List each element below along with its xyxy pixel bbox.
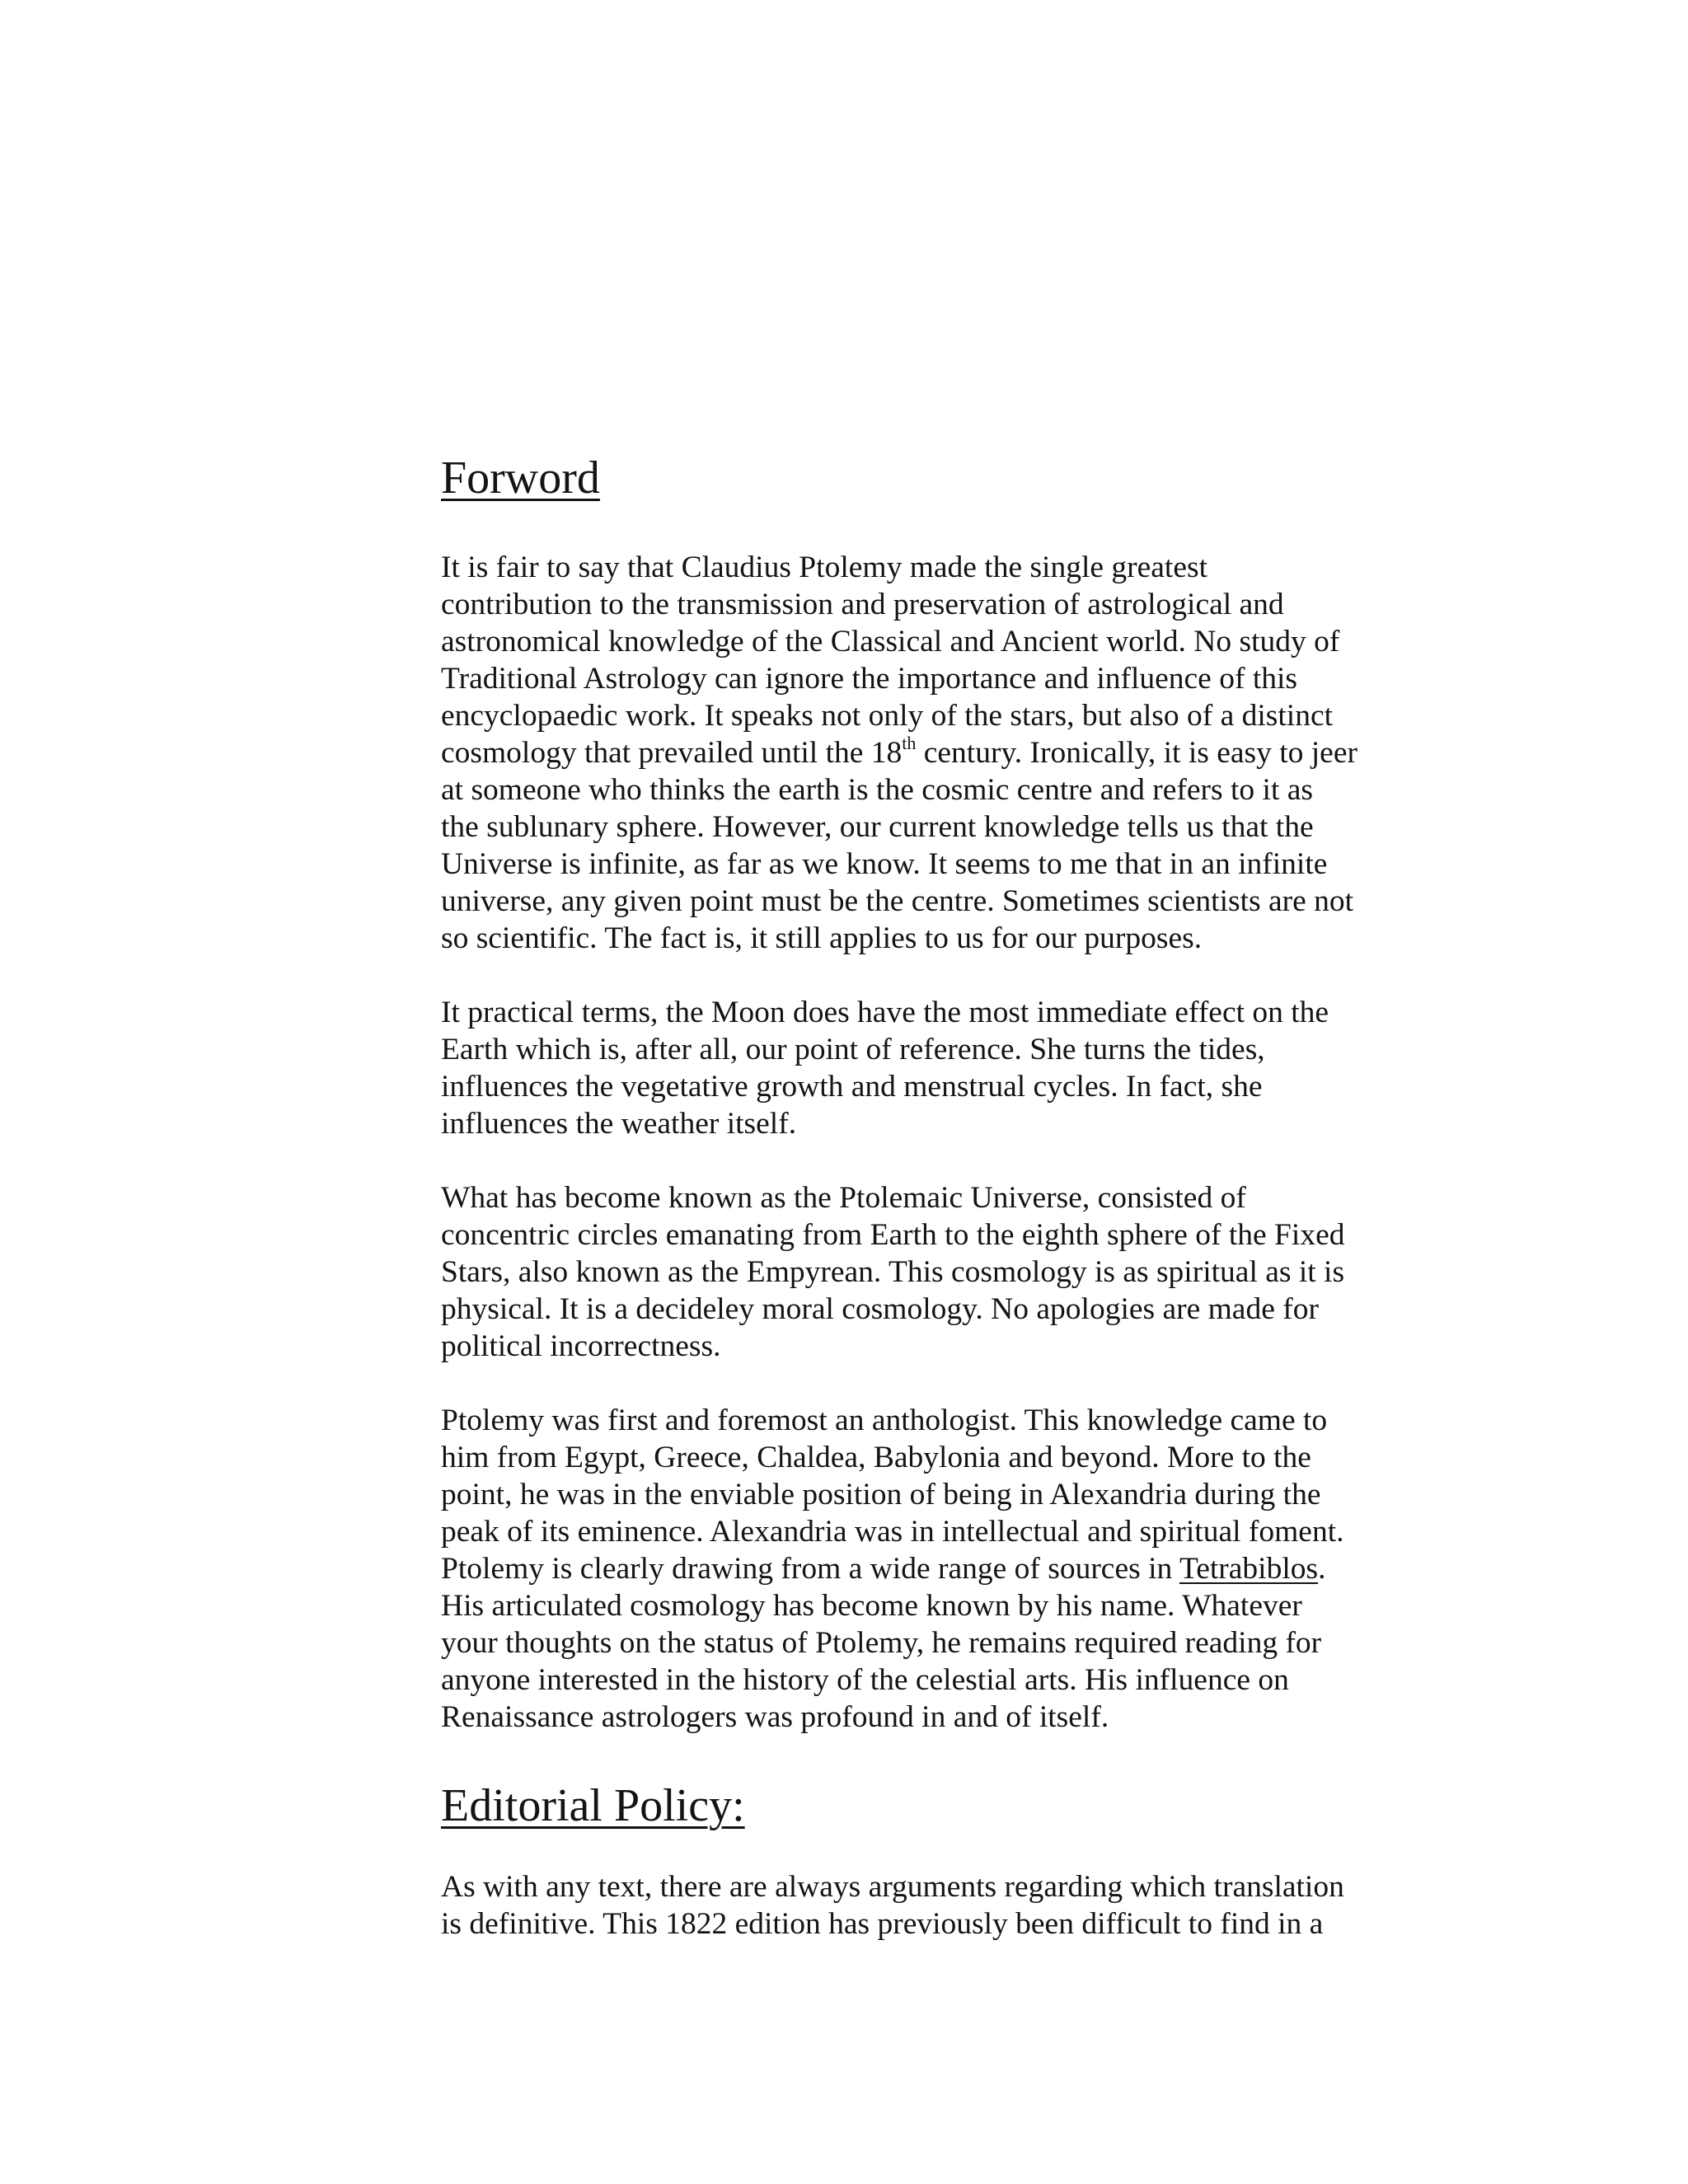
text-line: so scientific. The fact is, it still applies to us for our purposes. bbox=[441, 921, 1203, 955]
text-line: physical. It is a decideley moral cosmology. No apologies are made for bbox=[441, 1292, 1319, 1326]
text-line: As with any text, there are always arguments regarding which translation bbox=[441, 1870, 1344, 1904]
text-line-with-title bbox=[441, 1550, 1430, 1587]
text-line: at someone who thinks the earth is the cosmic centre and refers to it as bbox=[441, 773, 1314, 807]
paragraph-ptolemy-anthologist bbox=[441, 1402, 1430, 1736]
text-line: encyclopaedic work. It speaks not only of the stars, but also of a distinct bbox=[441, 699, 1334, 733]
text-line: Earth which is, after all, our point of reference. She turns the tides, bbox=[441, 1033, 1265, 1066]
text-line: concentric circles emanating from Earth to the eighth sphere of the Fixed bbox=[441, 1218, 1345, 1252]
text-line-with-superscript bbox=[441, 734, 1430, 771]
text-line: Traditional Astrology can ignore the importance and influence of this bbox=[441, 662, 1297, 696]
text-line: It practical terms, the Moon does have the most immediate effect on the bbox=[441, 996, 1329, 1029]
page-content bbox=[441, 445, 1430, 1980]
paragraph-moon-effect bbox=[441, 994, 1430, 1142]
book-title-tetrabiblos: Tetrabiblos bbox=[1179, 1552, 1319, 1586]
text-line: universe, any given point must be the centre. Sometimes scientists are not bbox=[441, 884, 1354, 918]
forword-heading: Forword bbox=[441, 452, 600, 504]
paragraph-ptolemy-contribution bbox=[441, 549, 1430, 957]
text-line: political incorrectness. bbox=[441, 1329, 721, 1363]
text-line: astronomical knowledge of the Classical and Ancient world. No study of bbox=[441, 625, 1340, 658]
text-line: peak of its eminence. Alexandria was in intellectual and spiritual foment. bbox=[441, 1515, 1344, 1549]
paragraph-ptolemaic-universe bbox=[441, 1179, 1430, 1365]
ordinal-superscript: th bbox=[902, 733, 917, 753]
text-line: Ptolemy was first and foremost an anthologist. This knowledge came to bbox=[441, 1404, 1328, 1437]
editorial-policy-heading: Editorial Policy: bbox=[441, 1780, 745, 1831]
text-line: contribution to the transmission and preservation of astrological and bbox=[441, 588, 1284, 621]
text-line: What has become known as the Ptolemaic Universe, consisted of bbox=[441, 1181, 1246, 1215]
text-line: influences the vegetative growth and menstrual cycles. In fact, she bbox=[441, 1070, 1263, 1104]
text-line: him from Egypt, Greece, Chaldea, Babylonia and beyond. More to the bbox=[441, 1441, 1311, 1474]
text-fragment: Ptolemy is clearly drawing from a wide range of sources in bbox=[441, 1552, 1179, 1586]
text-fragment: century. Ironically, it is easy to jeer bbox=[916, 736, 1357, 770]
text-fragment: . bbox=[1318, 1552, 1326, 1586]
text-line: your thoughts on the status of Ptolemy, he remains required reading for bbox=[441, 1626, 1322, 1660]
text-line: His articulated cosmology has become known by his name. Whatever bbox=[441, 1589, 1302, 1623]
text-line: the sublunary sphere. However, our current knowledge tells us that the bbox=[441, 810, 1314, 844]
paragraph-editorial-policy bbox=[441, 1868, 1430, 1943]
text-line: It is fair to say that Claudius Ptolemy made the single greatest bbox=[441, 551, 1208, 584]
text-line: Stars, also known as the Empyrean. This cosmology is as spiritual as it is bbox=[441, 1255, 1345, 1289]
text-line: is definitive. This 1822 edition has previously been difficult to find in a bbox=[441, 1907, 1324, 1941]
text-fragment: cosmology that prevailed until the 18 bbox=[441, 736, 903, 770]
text-line: Renaissance astrologers was profound in and of itself. bbox=[441, 1700, 1109, 1734]
text-line: Universe is infinite, as far as we know. It seems to me that in an infinite bbox=[441, 847, 1328, 881]
text-line: influences the weather itself. bbox=[441, 1107, 797, 1141]
text-line: anyone interested in the history of the celestial arts. His influence on bbox=[441, 1663, 1289, 1697]
text-line: point, he was in the enviable position of being in Alexandria during the bbox=[441, 1478, 1321, 1511]
